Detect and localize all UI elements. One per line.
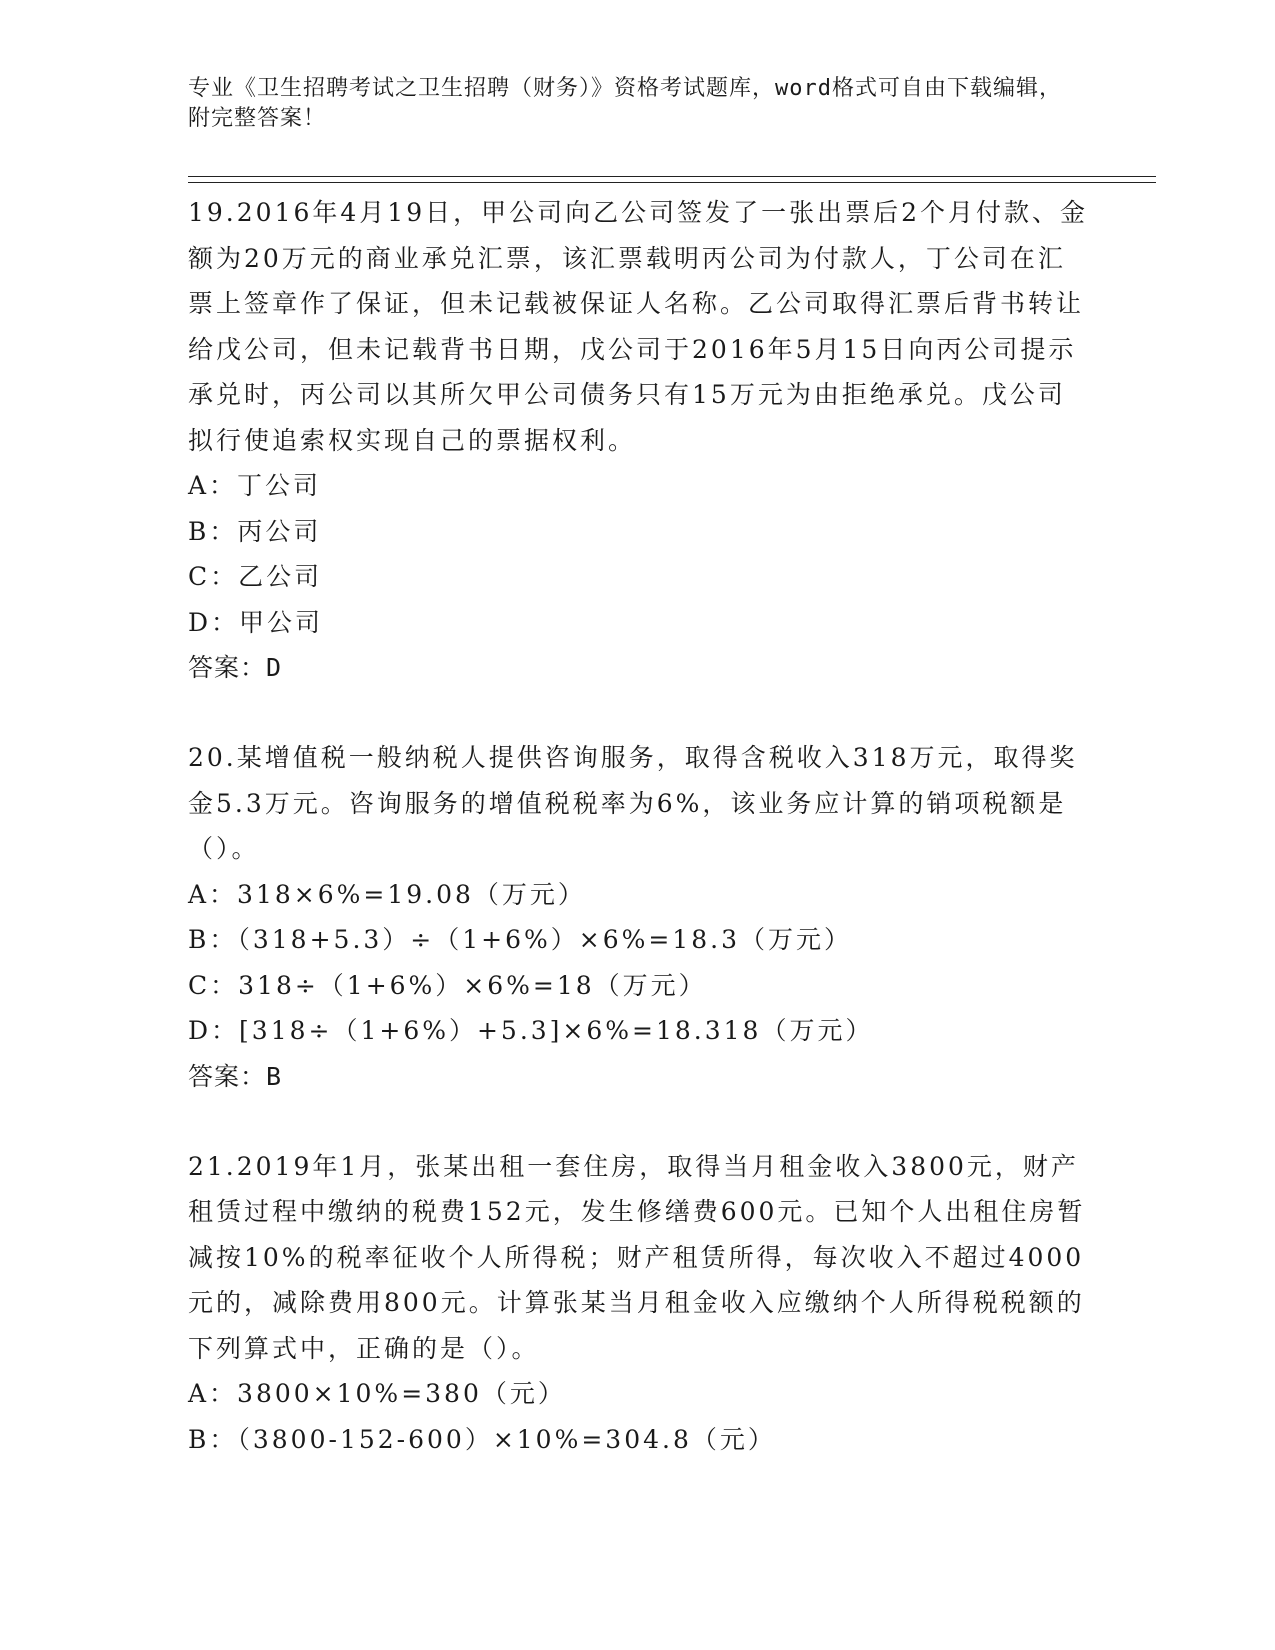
- header-divider-top: [188, 176, 1156, 177]
- question-list: [188, 190, 1088, 1462]
- answer-label: 答案：B: [188, 1061, 283, 1091]
- question-20: [188, 735, 1088, 1100]
- question-spacer: [188, 1100, 1088, 1144]
- option-d: D：[318÷（1+6%）+5.3]×6%=18.318（万元）: [188, 1016, 874, 1045]
- option-b: B：（318+5.3）÷（1+6%）×6%=18.3（万元）: [188, 925, 852, 954]
- answer-label: 答案：D: [188, 653, 283, 682]
- question-stem: 20.某增值税一般纳税人提供咨询服务，取得含税收入318万元，取得奖金5.3万元。咨询服务的增值税税率为6%，该业务应计算的销项税额是（）。: [188, 743, 1078, 863]
- page-header: [188, 74, 1068, 134]
- option-c: C：乙公司: [188, 562, 323, 591]
- question-stem: 21.2019年1月，张某出租一套住房，取得当月租金收入3800元，财产租赁过程中缴纳的税费152元，发生修缮费600元。已知个人出租住房暂减按10%的税率征收个人所得税；财产租赁所得，每次收入不超过4000元的，减除费用800元。计算张某当月租金收入应缴纳个人所得税税额的下列算式中，正确的是（）。: [188, 1151, 1086, 1363]
- question-21: [188, 1144, 1088, 1463]
- option-a: A：318×6%=19.08（万元）: [188, 879, 586, 909]
- question-19: [188, 190, 1088, 691]
- header-divider-bottom: [188, 182, 1156, 183]
- document-title: 专业《卫生招聘考试之卫生招聘（财务）》资格考试题库，word格式可自由下载编辑，附完整答案！: [188, 76, 1062, 131]
- option-c: C：318÷（1+6%）×6%=18（万元）: [188, 970, 707, 1000]
- option-a: A：3800×10%=380（元）: [188, 1379, 566, 1408]
- option-a: A：丁公司: [188, 471, 322, 500]
- question-stem: 19.2016年4月19日，甲公司向乙公司签发了一张出票后2个月付款、金额为20万元的商业承兑汇票，该汇票载明丙公司为付款人，丁公司在汇票上签章作了保证，但未记载被保证人名称。乙公司取得汇票后背书转让给戊公司，但未记载背书日期，戊公司于2016年5月15日向丙公司提示承兑时，丙公司以其所欠甲公司债务只有15万元为由拒绝承兑。戊公司拟行使追索权实现自己的票据权利。: [188, 198, 1089, 455]
- option-d: D：甲公司: [188, 607, 324, 637]
- question-spacer: [188, 691, 1088, 735]
- option-b: B：（3800-152-600）×10%=304.8（元）: [188, 1424, 776, 1454]
- option-b: B：丙公司: [188, 516, 322, 546]
